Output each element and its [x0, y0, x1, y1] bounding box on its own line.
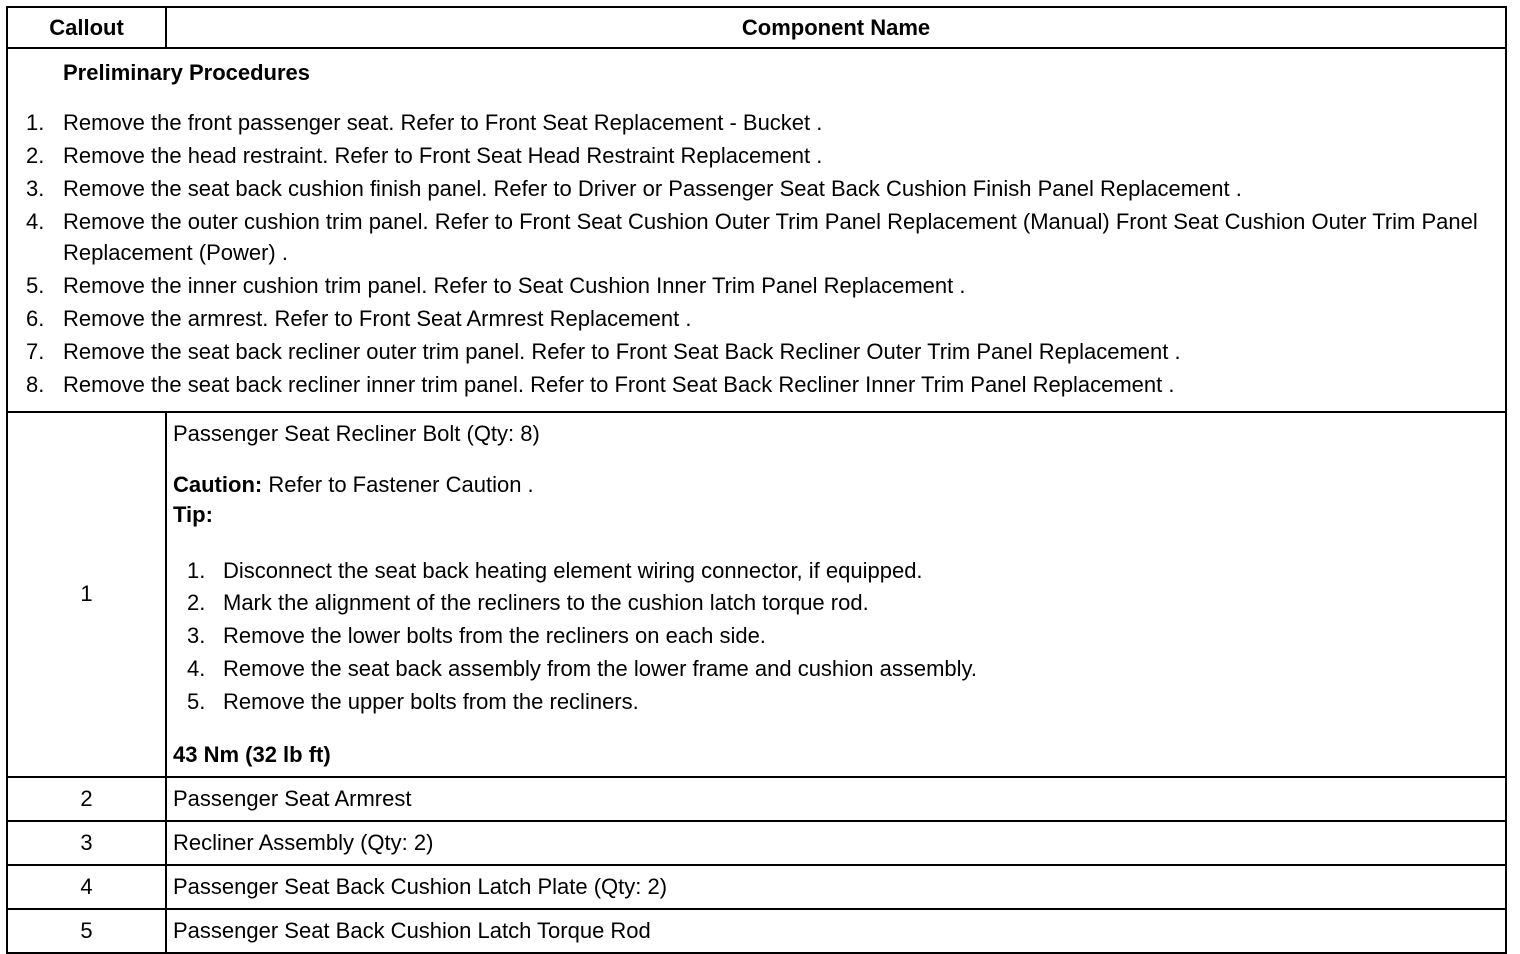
component-detail: [166, 412, 1506, 777]
tip-step: Remove the seat back assembly from the lower frame and cushion assembly.: [223, 655, 978, 681]
component-name: Passenger Seat Recliner Bolt (Qty: 8): [173, 420, 540, 446]
caution-text: Refer to Fastener Caution .: [262, 471, 534, 497]
table-row: [7, 821, 1506, 865]
tip-step: Remove the lower bolts from the recliners on each side.: [223, 623, 766, 649]
callout-number: 3: [7, 821, 166, 865]
callout-number: 1: [7, 412, 166, 777]
table-row: [7, 909, 1506, 953]
header-row: [7, 7, 1506, 48]
preliminary-steps: [8, 108, 1499, 400]
tip-step: Mark the alignment of the recliners to the cushion latch torque rod.: [223, 590, 869, 616]
component-name: Passenger Seat Armrest: [166, 777, 1506, 821]
torque-spec: 43 Nm (32 lb ft): [173, 741, 331, 767]
callout-number: 2: [7, 777, 166, 821]
table-row: [7, 412, 1506, 777]
preliminary-title: Preliminary Procedures: [63, 60, 311, 85]
callout-number: 5: [7, 909, 166, 953]
table-row: [7, 865, 1506, 909]
preliminary-step: Remove the inner cushion trim panel. Refer to Seat Cushion Inner Trim Panel Replacement .: [63, 272, 966, 298]
caution-note: [173, 470, 1499, 500]
tip-steps: [173, 556, 1499, 717]
tip-step: Remove the upper bolts from the recliners.: [223, 688, 639, 714]
callout-number: 4: [7, 865, 166, 909]
procedure-table: [6, 6, 1507, 954]
preliminary-row: [7, 48, 1506, 412]
component-name: Passenger Seat Back Cushion Latch Torque Rod: [166, 909, 1506, 953]
preliminary-step: Remove the armrest. Refer to Front Seat Armrest Replacement .: [63, 305, 692, 331]
component-name-header: Component Name: [166, 7, 1506, 48]
caution-label: Caution:: [173, 471, 263, 497]
preliminary-step: Remove the seat back recliner outer trim panel. Refer to Front Seat Back Recliner Outer Trim Panel Replacement .: [63, 338, 1181, 364]
component-name: Recliner Assembly (Qty: 2): [166, 821, 1506, 865]
preliminary-step: Remove the seat back recliner inner trim panel. Refer to Front Seat Back Recliner Inner Trim Panel Replacement .: [63, 371, 1175, 397]
tip-step: Disconnect the seat back heating element wiring connector, if equipped.: [223, 557, 923, 583]
callout-header: Callout: [7, 7, 166, 48]
preliminary-step: Remove the seat back cushion finish panel. Refer to Driver or Passenger Seat Back Cushion Finish Panel Replacement .: [63, 176, 1242, 201]
tip-label: Tip:: [173, 501, 213, 527]
component-name: Passenger Seat Back Cushion Latch Plate (Qty: 2): [166, 865, 1506, 909]
preliminary-step: Remove the head restraint. Refer to Front Seat Head Restraint Replacement .: [63, 143, 823, 168]
table-row: [7, 777, 1506, 821]
preliminary-step: Remove the outer cushion trim panel. Refer to Front Seat Cushion Outer Trim Panel Replacement (Manual) Front Seat Cushion Outer Trim Panel Replacement (Power) .: [63, 209, 1478, 265]
preliminary-step: Remove the front passenger seat. Refer to Front Seat Replacement - Bucket .: [63, 110, 823, 135]
preliminary-procedures: [7, 48, 1506, 412]
